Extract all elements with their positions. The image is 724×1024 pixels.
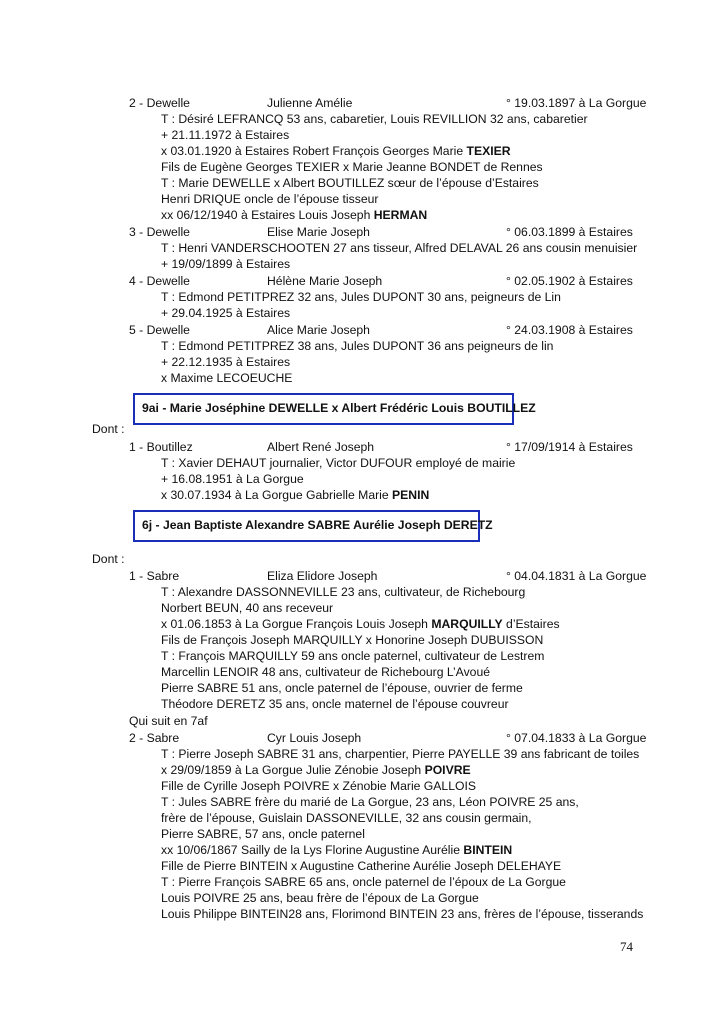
entry-detail: T : Alexandre DASSONNEVILLE 23 ans, cultivateur, de Richebourg	[161, 585, 526, 599]
given-names: Alice Marie Joseph	[267, 323, 370, 337]
entry-number: 4 - Dewelle	[129, 274, 190, 288]
page-number: 74	[620, 939, 633, 954]
given-names: Julienne Amélie	[267, 96, 353, 110]
entry-detail: T : Jules SABRE frère du marié de La Gorgue, 23 ans, Léon POIVRE 25 ans,	[161, 795, 579, 809]
birth-info: ° 07.04.1833 à La Gorgue	[506, 731, 647, 745]
entry-detail: T : Pierre Joseph SABRE 31 ans, charpentier, Pierre PAYELLE 39 ans fabricant de toiles	[161, 747, 640, 761]
entry-detail: x 30.07.1934 à La Gorgue Gabrielle Marie PENIN	[161, 488, 430, 502]
entry-detail: xx 06/12/1940 à Estaires Louis Joseph HERMAN	[161, 208, 428, 222]
entry-detail: Théodore DERETZ 35 ans, oncle maternel de l’épouse couvreur	[161, 697, 509, 711]
entry-detail: + 22.12.1935 à Estaires	[161, 355, 291, 369]
entry-detail: Marcellin LENOIR 48 ans, cultivateur de Richebourg L’Avoué	[161, 665, 491, 679]
entry-number: 2 - Dewelle	[129, 96, 190, 110]
entry-detail: frère de l’épouse, Guislain DASSONEVILLE, 32 ans cousin germain,	[161, 811, 532, 825]
entry-detail: x 01.06.1853 à La Gorgue François Louis Joseph MARQUILLY d’Estaires	[161, 617, 560, 631]
entry-detail: + 19/09/1899 à Estaires	[161, 257, 291, 271]
entry-detail: T : Désiré LEFRANCQ 53 ans, cabaretier, Louis REVILLION 32 ans, cabaretier	[161, 112, 588, 126]
entry-detail: Norbert BEUN, 40 ans receveur	[161, 601, 334, 615]
entry-detail: Fille de Pierre BINTEIN x Augustine Catherine Aurélie Joseph DELEHAYE	[161, 859, 562, 873]
entry-detail: Pierre SABRE 51 ans, oncle paternel de l’épouse, ouvrier de ferme	[161, 681, 523, 695]
entry-detail: T : Edmond PETITPREZ 32 ans, Jules DUPONT 30 ans, peigneurs de Lin	[161, 290, 561, 304]
entry-detail: + 21.11.1972 à Estaires	[161, 128, 290, 142]
entry-detail: Louis Philippe BINTEIN28 ans, Florimond BINTEIN 23 ans, frères de l’épouse, tisserands	[161, 907, 644, 921]
entry-detail: + 29.04.1925 à Estaires	[161, 306, 291, 320]
given-names: Eliza Elidore Joseph	[267, 569, 378, 583]
birth-info: ° 24.03.1908 à Estaires	[506, 323, 633, 337]
given-names: Cyr Louis Joseph	[267, 731, 362, 745]
section-heading-6j: 6j - Jean Baptiste Alexandre SABRE Aurélie Joseph DERETZ	[133, 510, 480, 542]
entry-detail: T : Edmond PETITPREZ 38 ans, Jules DUPONT 36 ans peigneurs de lin	[161, 339, 554, 353]
dont-label: Dont :	[92, 422, 125, 436]
entry-detail: Fille de Cyrille Joseph POIVRE x Zénobie Marie GALLOIS	[161, 779, 476, 793]
birth-info: ° 19.03.1897 à La Gorgue	[506, 96, 647, 110]
entry-detail: x 29/09/1859 à La Gorgue Julie Zénobie Joseph POIVRE	[161, 763, 471, 777]
entry-detail: T : Marie DEWELLE x Albert BOUTILLEZ sœur de l’épouse d’Estaires	[161, 176, 539, 190]
entry-detail: x Maxime LECOEUCHE	[161, 371, 293, 385]
given-names: Elise Marie Joseph	[267, 225, 370, 239]
entry-detail: T : Henri VANDERSCHOOTEN 27 ans tisseur, Alfred DELAVAL 26 ans cousin menuisier	[161, 241, 638, 255]
entry-number: 5 - Dewelle	[129, 323, 190, 337]
entry-number: 2 - Sabre	[129, 731, 180, 745]
entry-detail: Fils de Eugène Georges TEXIER x Marie Jeanne BONDET de Rennes	[161, 160, 543, 174]
given-names: Hélène Marie Joseph	[267, 274, 383, 288]
entry-detail: + 16.08.1951 à La Gorgue	[161, 472, 304, 486]
birth-info: ° 02.05.1902 à Estaires	[506, 274, 633, 288]
entry-detail: Henri DRIQUE oncle de l’épouse tisseur	[161, 192, 379, 206]
entry-detail: xx 10/06/1867 Sailly de la Lys Florine Augustine Aurélie BINTEIN	[161, 843, 513, 857]
entry-detail: Qui suit en 7af	[129, 714, 208, 728]
entry-detail: T : Pierre François SABRE 65 ans, oncle paternel de l’époux de La Gorgue	[161, 875, 566, 889]
entry-detail: Fils de François Joseph MARQUILLY x Honorine Joseph DUBUISSON	[161, 633, 544, 647]
entry-detail: T : Xavier DEHAUT journalier, Victor DUFOUR employé de mairie	[161, 456, 516, 470]
given-names: Albert René Joseph	[267, 440, 375, 454]
section-heading-9ai: 9ai - Marie Joséphine DEWELLE x Albert Frédéric Louis BOUTILLEZ	[133, 393, 514, 425]
entry-detail: Louis POIVRE 25 ans, beau frère de l’époux de La Gorgue	[161, 891, 479, 905]
entry-detail: T : François MARQUILLY 59 ans oncle paternel, cultivateur de Lestrem	[161, 649, 545, 663]
entry-number: 1 - Boutillez	[129, 440, 193, 454]
entry-detail: x 03.01.1920 à Estaires Robert François Georges Marie TEXIER	[161, 144, 511, 158]
dont-label: Dont :	[92, 552, 125, 566]
birth-info: ° 04.04.1831 à La Gorgue	[506, 569, 647, 583]
entry-detail: Pierre SABRE, 57 ans, oncle paternel	[161, 827, 365, 841]
entry-number: 3 - Dewelle	[129, 225, 190, 239]
birth-info: ° 17/09/1914 à Estaires	[506, 440, 633, 454]
entry-number: 1 - Sabre	[129, 569, 180, 583]
birth-info: ° 06.03.1899 à Estaires	[506, 225, 633, 239]
